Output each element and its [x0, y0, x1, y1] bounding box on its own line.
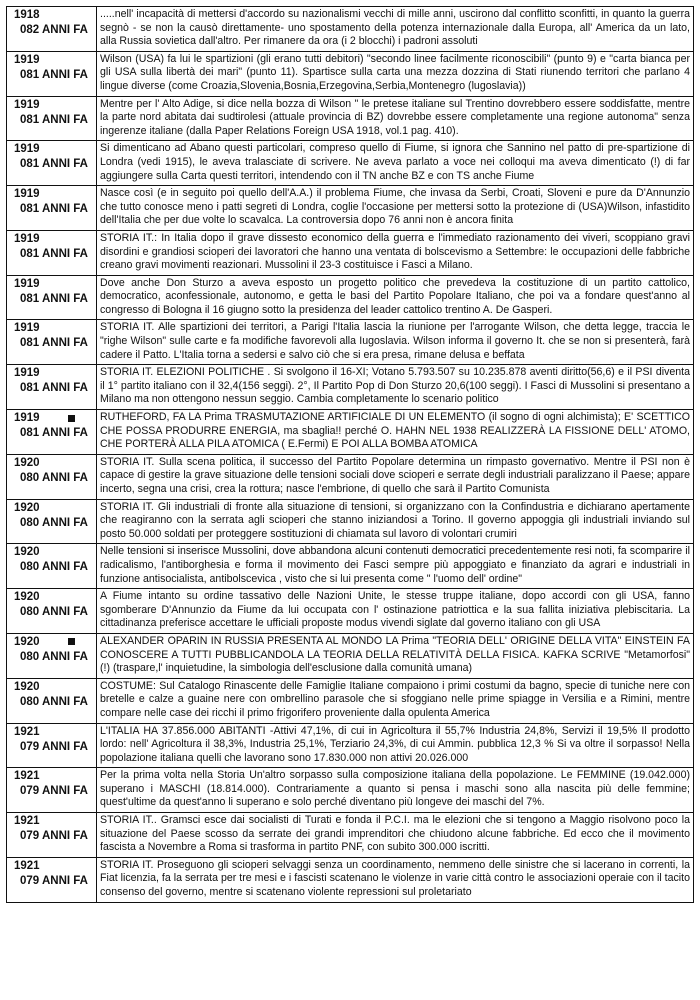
event-text: COSTUME: Sul Catalogo Rinascente delle Famiglie Italiane compaiono i primi costumi da bagno, specie di tuniche nere con bretelle e calze a guaine nere con ombrellino parasole che si sfoggiano nelle prime spiagge in Versilia e a Rimini, mentre compare nelle case dei ricchi il primo frigorifero proveniente dalla opulenta America — [100, 679, 690, 719]
chronology-row — [7, 723, 694, 768]
event-cell — [97, 141, 694, 186]
years-ago-label: 081 ANNI FA — [20, 292, 88, 305]
years-ago-label: 081 ANNI FA — [20, 113, 88, 126]
year-text: 1919 — [14, 188, 40, 201]
event-text: A Fiume intanto su ordine tassativo delle Nazioni Unite, le stesse truppe italiane, dopo accordi con gli USA, fanno sgomberare D'Annunzio da Fiume da lui occupata con l' ostinazione patriottica e la sua fallita iniziativa plebiscitaria. La cittadinanza preferisce accettare le ufficiali proposte modus vivendi siglate dal governo italiano con gli USA — [100, 590, 690, 630]
event-text: Nasce così (e in seguito poi quello dell'A.A.) il problema Fiume, che invasa da Serbi, Croati, Sloveni e pure da D'Annunzio che tutto conosce meno i patti segreti di Londra, coglie l'occasione per mettersi sotto la protezione di (USA)Wilson, infastidito dell'Italia che per due volte lo scavalca. La controversia dopo 76 anni non è ancora finita — [100, 187, 690, 227]
year-label — [10, 725, 93, 740]
event-text: STORIA IT. Gli industriali di fronte alla situazione di tensioni, si organizzano con la Confindustria e dichiarano apertamente che reagiranno con la serrata agli scioperi che stanno iniziandosi a Torino. Il governo appoggia gli industriali inviando sul posto 50.000 soldati per proteggere sostituzioni di chiamata sul lavoro di volontari crumiri — [100, 500, 690, 540]
chronology-row — [7, 857, 694, 902]
year-label — [10, 53, 93, 68]
years-ago-label: 080 ANNI FA — [20, 516, 88, 529]
event-text: ALEXANDER OPARIN IN RUSSIA PRESENTA AL MONDO LA Prima "TEORIA DELL' ORIGINE DELLA VITA" EINSTEIN FA CONOSCERE A TUTTI PUBBLICANDOLA LA TEORIA DELLA RELATIVITÀ DELLA FISICA. KAFKA SCRIVE "Metamorfosi" (!) (traspare,l' inquietudine, la simbologia dell'esclusione dalla comunità umana) — [100, 634, 690, 675]
date-cell — [7, 365, 97, 410]
year-label — [10, 590, 93, 605]
date-cell — [7, 499, 97, 544]
date-cell — [7, 589, 97, 634]
event-text: STORIA IT. ELEZIONI POLITICHE . Si svolgono il 16-XI; Votano 5.793.507 su 10.235.878 aventi diritto(56,6) e il PSI diventa il 1° partito italiano con il 32,4(156 seggi). 2°, Il Partito Pop di Don Sturzo 20,6(100 seggi). I Fasci di Mussolini si presentano a Milano ma non ottengono nessun seggio. Cambia completamente lo scenario politico — [100, 366, 690, 406]
event-text: Si dimenticano ad Abano questi particolari, compreso quello di Fiume, si ignora che Sannino nel patto di pre-spartizione di Londra (vedi 1915), le aveva tralasciate di scrivere. Ne aveva parlato a voce nei colloqui ma aveva dimenticato (!) di far aggiungere sulla Carta questi territori, intendendo con il TN anche BZ e con TS anche Fiume — [100, 142, 690, 182]
year-text: 1920 — [14, 456, 40, 469]
chronology-row — [7, 7, 694, 52]
event-text: STORIA IT.. Gramsci esce dai socialisti di Turati e fonda il P.C.I. ma le elezioni che si tengono a Maggio risolvono poco la situazione del Paese scosso da serrate dei grandi imprenditori che chiudono alcune fabbriche. Ed ecco che il movimento fascista a Novembre a Roma si trasforma in partito PNF, con subito 300.000 iscritti. — [100, 814, 690, 854]
year-label — [10, 635, 93, 650]
chronology-row — [7, 633, 694, 678]
date-cell — [7, 7, 97, 52]
event-cell — [97, 544, 694, 589]
event-text: STORIA IT. Alle spartizioni dei territori, a Parigi l'Italia lascia la riunione per l'arrogante Wilson, che detta legge, traccia le "righe Wilson" sulle carte e fa modifiche favorevoli alla Iugoslavia. Wilson informa il governo It. che se non si presenterà, farà cadere il Patto. L'Italia torna a sedersi e salvo ciò che si era presa, rimane delusa e beffata — [100, 321, 690, 361]
event-text: Dove anche Don Sturzo a aveva esposto un progetto politico che prevedeva la costituzione di un partito cattolico, democratico, aconfessionale, autonomo, e getta le basi del Partito Popolare Italiano, che poi va a fondare quest'anno al congresso di Bologna il 16 giugno sotto la presidenza del leader cattolico trentino A. De Gasperi. — [100, 276, 690, 316]
event-cell — [97, 7, 694, 52]
chronology-row — [7, 96, 694, 141]
years-ago-label: 079 ANNI FA — [20, 874, 88, 887]
chronology-row — [7, 499, 694, 544]
event-cell — [97, 723, 694, 768]
year-label — [10, 8, 93, 23]
date-cell — [7, 320, 97, 365]
year-label — [10, 232, 93, 247]
chronology-row — [7, 275, 694, 320]
date-cell — [7, 454, 97, 499]
years-ago-label: 081 ANNI FA — [20, 337, 88, 350]
years-ago-label: 080 ANNI FA — [20, 695, 88, 708]
year-label — [10, 187, 93, 202]
event-cell — [97, 857, 694, 902]
date-cell — [7, 768, 97, 813]
event-text: Nelle tensioni si inserisce Mussolini, dove abbandona alcuni contenuti democratici precedentemente resi noti, fa scomparire il radicalismo, l'antiborghesia e forma il movimento dei Fasci sempre più appoggiato e finanziato da agrari e industriali in funzione antisocialista, antibolscevica , visto che si lui presenta come " l'uomo dell' ordine" — [100, 545, 690, 585]
event-cell — [97, 678, 694, 723]
years-ago-label: 079 ANNI FA — [20, 740, 88, 753]
chronology-row — [7, 454, 694, 499]
event-cell — [97, 454, 694, 499]
event-cell — [97, 813, 694, 858]
years-ago-label: 079 ANNI FA — [20, 830, 88, 843]
years-ago-label: 080 ANNI FA — [20, 471, 88, 484]
chronology-row — [7, 589, 694, 634]
event-cell — [97, 365, 694, 410]
year-text: 1919 — [14, 322, 40, 335]
year-text: 1919 — [14, 53, 40, 66]
year-text: 1921 — [14, 859, 40, 872]
chronology-row — [7, 141, 694, 186]
square-bullet-icon — [68, 415, 75, 422]
year-label — [10, 501, 93, 516]
chronology-row — [7, 365, 694, 410]
year-label — [10, 142, 93, 157]
event-cell — [97, 230, 694, 275]
date-cell — [7, 96, 97, 141]
chronology-row — [7, 230, 694, 275]
chronology-row — [7, 410, 694, 455]
event-cell — [97, 410, 694, 455]
years-ago-label: 080 ANNI FA — [20, 561, 88, 574]
years-ago-label: 079 ANNI FA — [20, 785, 88, 798]
year-text: 1921 — [14, 725, 40, 738]
event-cell — [97, 96, 694, 141]
event-cell — [97, 589, 694, 634]
event-cell — [97, 499, 694, 544]
event-cell — [97, 633, 694, 678]
year-text: 1919 — [14, 232, 40, 245]
years-ago-label: 081 ANNI FA — [20, 382, 88, 395]
years-ago-label: 081 ANNI FA — [20, 158, 88, 171]
year-text: 1920 — [14, 591, 40, 604]
event-cell — [97, 320, 694, 365]
event-text: Per la prima volta nella Storia Un'altro sorpasso sulla composizione italiana della popolazione. Le FEMMINE (19.042.000) superano i MASCHI (18.814.000). Contrariamente a quanto si pensa i maschi sono alla nascita più delle femmine; quest'ultime da quest'anno li superano e solo perché diventano più longeve dei maschi del 7%. — [100, 769, 690, 809]
chronology-row — [7, 186, 694, 231]
event-cell — [97, 186, 694, 231]
years-ago-label: 081 ANNI FA — [20, 427, 88, 440]
year-text: 1919 — [14, 367, 40, 380]
chronology-row — [7, 813, 694, 858]
event-text: Wilson (USA) fa lui le spartizioni (gli erano tutti debitori) "secondo linee facilmente riconoscibili" (punto 9) e "carta bianca per gli USA sulla libertà dei mari" (punto 11). Spartisce sulla carta una mezza dozzina di Stati riunendo territori che parlano 4 lingue diverse (come Croazia,Slovenia,Bosnia,Erzegovina,Serbia,Montenegro (lugoslavia)) — [100, 52, 690, 92]
date-cell — [7, 857, 97, 902]
year-label — [10, 680, 93, 695]
event-cell — [97, 51, 694, 96]
year-text: 1920 — [14, 635, 40, 648]
year-label — [10, 277, 93, 292]
year-label — [10, 545, 93, 560]
date-cell — [7, 51, 97, 96]
year-text: 1919 — [14, 412, 40, 425]
year-text: 1921 — [14, 815, 40, 828]
year-label — [10, 769, 93, 784]
year-text: 1918 — [14, 9, 40, 21]
date-cell — [7, 723, 97, 768]
chronology-page — [6, 6, 694, 903]
year-text: 1919 — [14, 277, 40, 290]
square-bullet-icon — [68, 638, 75, 645]
event-text: STORIA IT. Proseguono gli scioperi selvaggi senza un coordinamento, nemmeno delle sinistre che si lacerano in correnti, la Fiat licenzia, fa la serrata per tre mesi e i fascisti scatenano le violenze in varie città contro le associazioni operaie con il tacito consenso del governo, mentre si scatenano violente repressioni sul proletariato — [100, 858, 690, 899]
year-text: 1920 — [14, 501, 40, 514]
years-ago-label: 080 ANNI FA — [20, 650, 88, 663]
date-cell — [7, 410, 97, 455]
year-text: 1919 — [14, 143, 40, 156]
date-cell — [7, 544, 97, 589]
event-text: STORIA IT. Sulla scena politica, il successo del Partito Popolare determina un rimpasto governativo. Mentre il PSI non è capace di gestire la grave situazione delle tensioni sociali dove scioperi e serrate degli industriali paralizzano il Paese; appare incerto, segna una crisi, crea la rottura; nasce l'embrione, di quello che sarà il Partito Comunista — [100, 455, 690, 495]
event-cell — [97, 768, 694, 813]
chronology-rows — [7, 7, 694, 903]
event-cell — [97, 275, 694, 320]
years-ago-label: 082 ANNI FA — [20, 24, 88, 36]
chronology-row — [7, 544, 694, 589]
years-ago-label: 081 ANNI FA — [20, 68, 88, 81]
event-text: L'ITALIA HA 37.856.000 ABITANTI -Attivi 47,1%, di cui in Agricoltura il 55,7% Industria 24,8%, Servizi il 19,5% Il prodotto lordo: nell' Agricoltura il 38,3%, Industria 25,1%, Terziario 24,3%, di cui Ammin. pubblica 12,3 % Si va oltre il sorpasso! Nella popolazione italiana quelli che lavorano sono 17.830.000 non attivi 20.026.000 — [100, 724, 690, 764]
year-label — [10, 321, 93, 336]
event-text: STORIA IT.: In Italia dopo il grave dissesto economico della guerra e l'immediato razionamento dei viveri, scoppiano gravi disordini e grandiosi scioperi dei lavoratori che hanno una ventata di bolscevismo a Settembre: le occupazioni delle fabbriche creano gravi movimenti reazionari. Mussolini il 23-3 costituisce i Fasci a Milano. — [100, 231, 690, 272]
date-cell — [7, 230, 97, 275]
year-label — [10, 98, 93, 113]
event-text: .....nell' incapacità di mettersi d'accordo su nazionalismi vecchi di mille anni, uscirono dal conflitto sconfitti, in quanto la guerra segnò - se non la causò direttamente- uno spostamento della potenza internazionale dalla Europa, all' America da un lato, alla Russia sovietica dall'altro. Per rimanere da ora (i 2 blocchi) i padroni assoluti — [100, 8, 690, 48]
year-label — [10, 859, 93, 874]
years-ago-label: 080 ANNI FA — [20, 606, 88, 619]
date-cell — [7, 186, 97, 231]
date-cell — [7, 633, 97, 678]
chronology-row — [7, 320, 694, 365]
chronology-row — [7, 51, 694, 96]
event-text: Mentre per l' Alto Adige, si dice nella bozza di Wilson " le pretese italiane sul Trentino dovrebbero essere soddisfatte, mentre la parte nord abitata dai sudtirolesi (attuale provincia di BZ) dovrebbe essere completamente una regione autonoma" senza ingerenze italiane (dalla Paper Relations Foreign USA 1918, vol.1 pag. 410). — [100, 97, 690, 137]
date-cell — [7, 141, 97, 186]
chronology-row — [7, 768, 694, 813]
date-cell — [7, 275, 97, 320]
year-label — [10, 366, 93, 381]
year-text: 1921 — [14, 770, 40, 783]
year-label — [10, 456, 93, 471]
years-ago-label: 081 ANNI FA — [20, 247, 88, 260]
year-label — [10, 411, 93, 426]
date-cell — [7, 678, 97, 723]
date-cell — [7, 813, 97, 858]
chronology-row — [7, 678, 694, 723]
year-label — [10, 814, 93, 829]
year-text: 1920 — [14, 546, 40, 559]
year-text: 1919 — [14, 98, 40, 111]
year-text: 1920 — [14, 680, 40, 693]
years-ago-label: 081 ANNI FA — [20, 203, 88, 216]
event-text: RUTHEFORD, FA LA Prima TRASMUTAZIONE ARTIFICIALE DI UN ELEMENTO (il sogno di ogni alchimista); E' SCETTICO CHE POSSA PRODURRE ENERGIA, ma sbaglia!! perché O. HAHN NEL 1938 REALIZZERÀ LA FISSIONE DELL' ATOMO, CHE PORTERÀ ALLA PILA ATOMICA ( E.Fermi) E POI ALLA BOMBA ATOMICA — [100, 411, 690, 451]
chronology-table — [6, 6, 694, 903]
